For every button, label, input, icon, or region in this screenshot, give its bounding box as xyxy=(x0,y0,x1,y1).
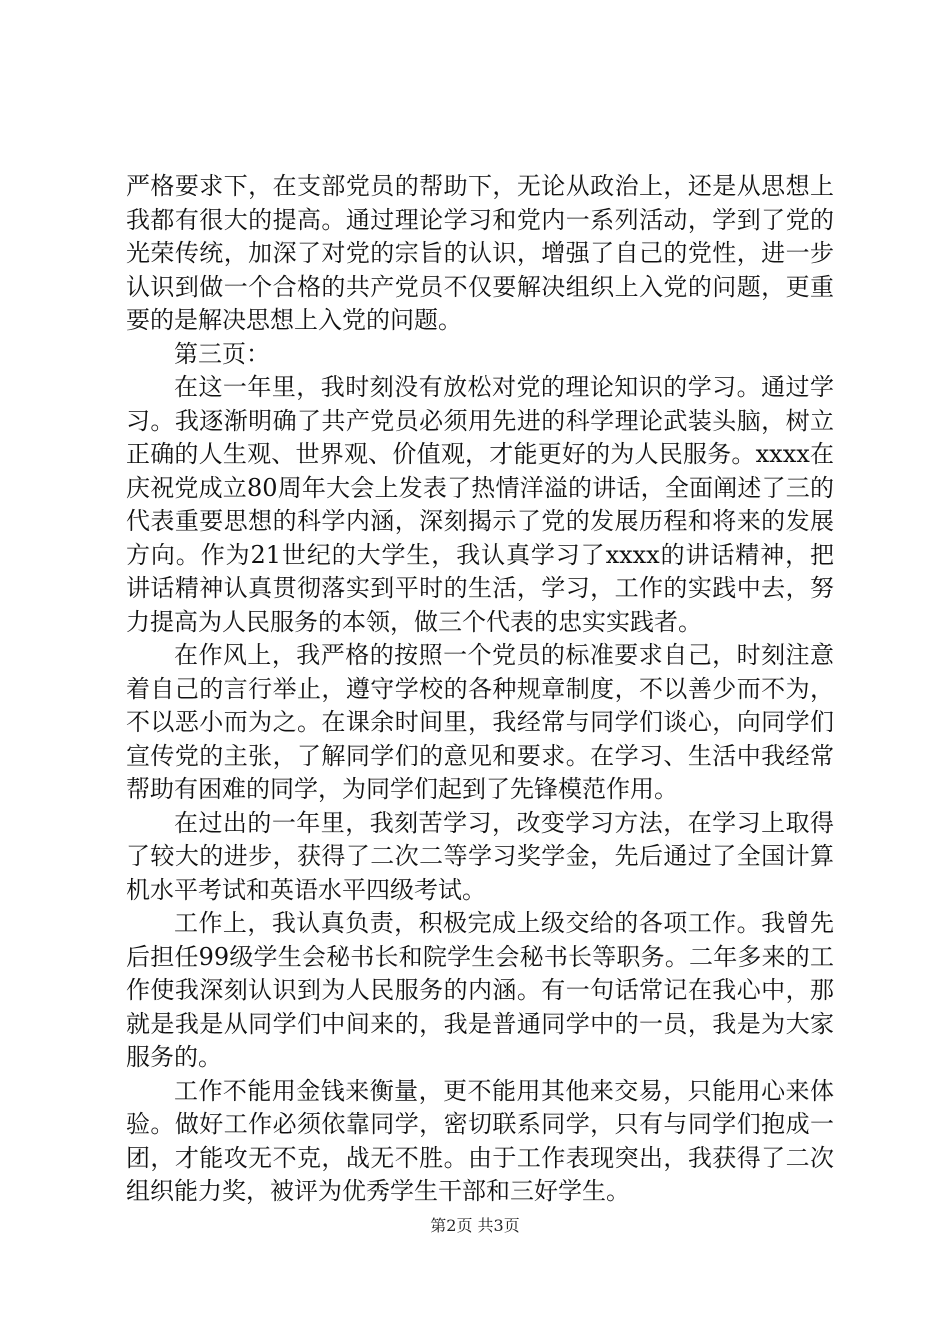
page-footer xyxy=(0,1216,950,1236)
document-body xyxy=(126,170,834,1209)
page-indicator: 第2页 共3页 xyxy=(430,1216,520,1235)
paragraph-conduct: 在作风上，我严格的按照一个党员的标准要求自己，时刻注意着自己的言行举止，遵守学校的各种规章制度，不以善少而不为，不以恶小而为之。在课余时间里，我经常与同学们谈心，向同学们宣传党的主张，了解同学们的意见和要求。在学习、生活中我经常帮助有困难的同学，为同学们起到了先锋模范作用。 xyxy=(126,641,834,803)
paragraph-work: 工作上，我认真负责，积极完成上级交给的各项工作。我曾先后担任99级学生会秘书长和院学生会秘书长等职务。二年多来的工作使我深刻认识到为人民服务的内涵。有一句话常记在我心中，那就是我是从同学们中间来的，我是普通同学中的一员，我是为大家服务的。 xyxy=(126,909,834,1071)
paragraph-academics: 在过出的一年里，我刻苦学习，改变学习方法，在学习上取得了较大的进步，获得了二次二等学习奖学金，先后通过了全国计算机水平考试和英语水平四级考试。 xyxy=(126,808,834,904)
paragraph-work-attitude: 工作不能用金钱来衡量，更不能用其他来交易，只能用心来体验。做好工作必须依靠同学，密切联系同学，只有与同学们抱成一团，才能攻无不克，战无不胜。由于工作表现突出，我获得了二次组织能力奖，被评为优秀学生干部和三好学生。 xyxy=(126,1076,834,1205)
paragraph-theory-study: 在这一年里，我时刻没有放松对党的理论知识的学习。通过学习。我逐渐明确了共产党员必须用先进的科学理论武装头脑，树立正确的人生观、世界观、价值观，才能更好的为人民服务。xxxx在庆祝党成立80周年大会上发表了热情洋溢的讲话，全面阐述了三的代表重要思想的科学内涵，深刻揭示了党的发展历程和将来的发展方向。作为21世纪的大学生，我认真学习了xxxx的讲话精神，把讲话精神认真贯彻落实到平时的生活，学习，工作的实践中去，努力提高为人民服务的本领，做三个代表的忠实实践者。 xyxy=(126,373,834,636)
section-label: 第三页： xyxy=(174,339,270,368)
paragraph-continuation: 严格要求下，在支部党员的帮助下，无论从政治上，还是从思想上我都有很大的提高。通过理论学习和党内一系列活动，学到了党的光荣传统，加深了对党的宗旨的认识，增强了自己的党性，进一步认识到做一个合格的共产党员不仅要解决组织上入党的问题，更重要的是解决思想上入党的问题。 xyxy=(126,172,834,334)
